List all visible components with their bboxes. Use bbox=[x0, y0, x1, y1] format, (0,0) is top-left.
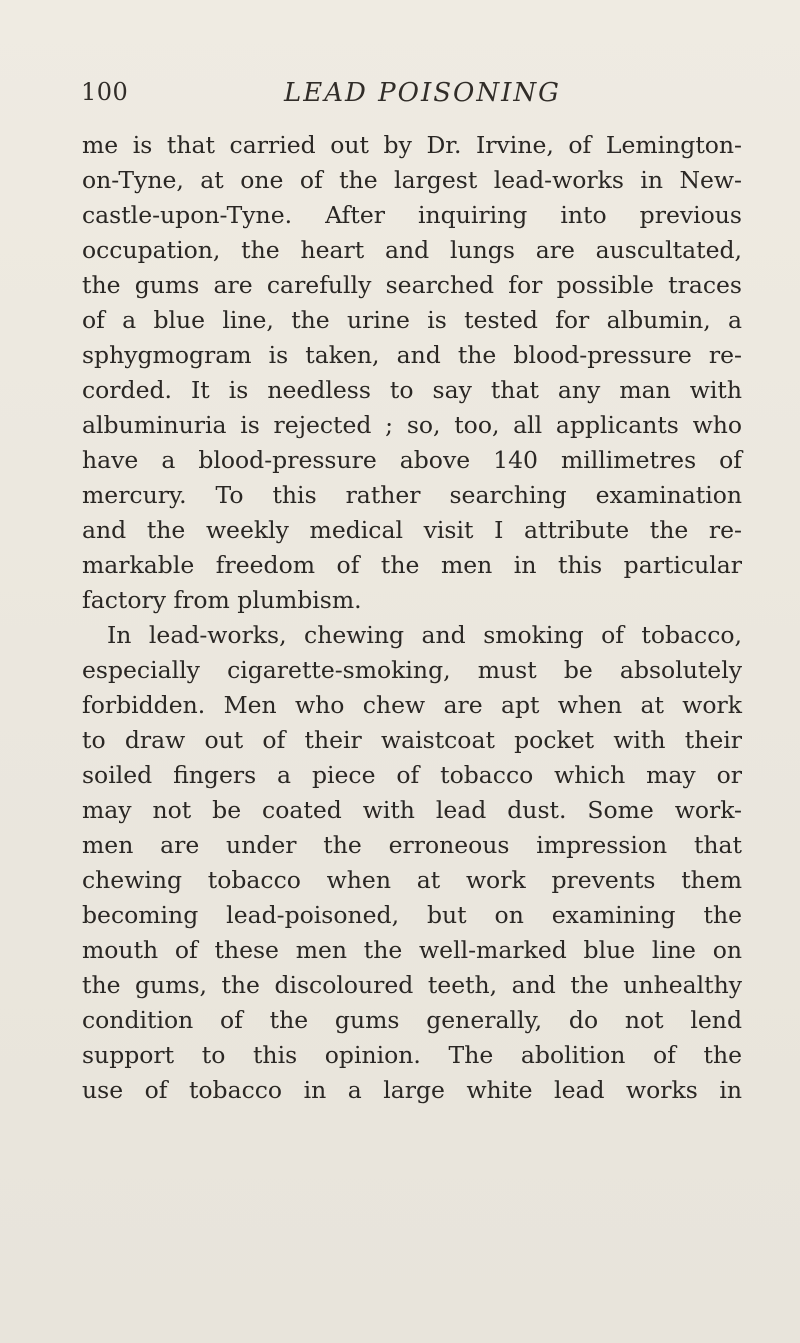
text-line: occupation, the heart and lungs are auscultated, bbox=[82, 236, 742, 264]
text-line: me is that carried out by Dr. Irvine, of Lemington- bbox=[82, 131, 742, 159]
text-line: may not be coated with lead dust. Some work- bbox=[82, 796, 742, 824]
text-line: support to this opinion. The abolition of the bbox=[82, 1041, 742, 1069]
running-head bbox=[0, 80, 800, 120]
text-line: and the weekly medical visit I attribute the re- bbox=[82, 516, 742, 544]
text-line: markable freedom of the men in this particular bbox=[82, 551, 742, 579]
paragraph-end-line: factory from plumbism. bbox=[82, 586, 362, 614]
text-line: sphygmogram is taken, and the blood-pressure re- bbox=[82, 341, 742, 369]
text-line: forbidden. Men who chew are apt when at work bbox=[82, 691, 742, 719]
text-line: have a blood-pressure above 140 millimetres of bbox=[82, 446, 742, 474]
text-line: of a blue line, the urine is tested for albumin, a bbox=[82, 306, 742, 334]
text-line: the gums are carefully searched for possible traces bbox=[82, 271, 742, 299]
text-line: mouth of these men the well-marked blue line on bbox=[82, 936, 742, 964]
running-title: LEAD POISONING bbox=[284, 78, 561, 108]
text-line: condition of the gums generally, do not lend bbox=[82, 1006, 742, 1034]
text-line: on-Tyne, at one of the largest lead-works in New- bbox=[82, 166, 742, 194]
text-line: to draw out of their waistcoat pocket with their bbox=[82, 726, 742, 754]
body-text bbox=[82, 128, 742, 1108]
text-line: mercury. To this rather searching examination bbox=[82, 481, 742, 509]
text-line: soiled fingers a piece of tobacco which may or bbox=[82, 761, 742, 789]
page-number: 100 bbox=[81, 78, 129, 106]
text-line: castle-upon-Tyne. After inquiring into previous bbox=[82, 201, 742, 229]
text-line: becoming lead-poisoned, but on examining the bbox=[82, 901, 742, 929]
paragraph-start-line: In lead-works, chewing and smoking of tobacco, bbox=[107, 621, 742, 649]
text-line: use of tobacco in a large white lead works in bbox=[82, 1076, 742, 1104]
text-line: chewing tobacco when at work prevents them bbox=[82, 866, 742, 894]
text-line: the gums, the discoloured teeth, and the unhealthy bbox=[82, 971, 742, 999]
text-line: albuminuria is rejected ; so, too, all applicants who bbox=[82, 411, 742, 439]
text-line: men are under the erroneous impression that bbox=[82, 831, 742, 859]
text-line: especially cigarette-smoking, must be absolutely bbox=[82, 656, 742, 684]
text-line: corded. It is needless to say that any man with bbox=[82, 376, 742, 404]
